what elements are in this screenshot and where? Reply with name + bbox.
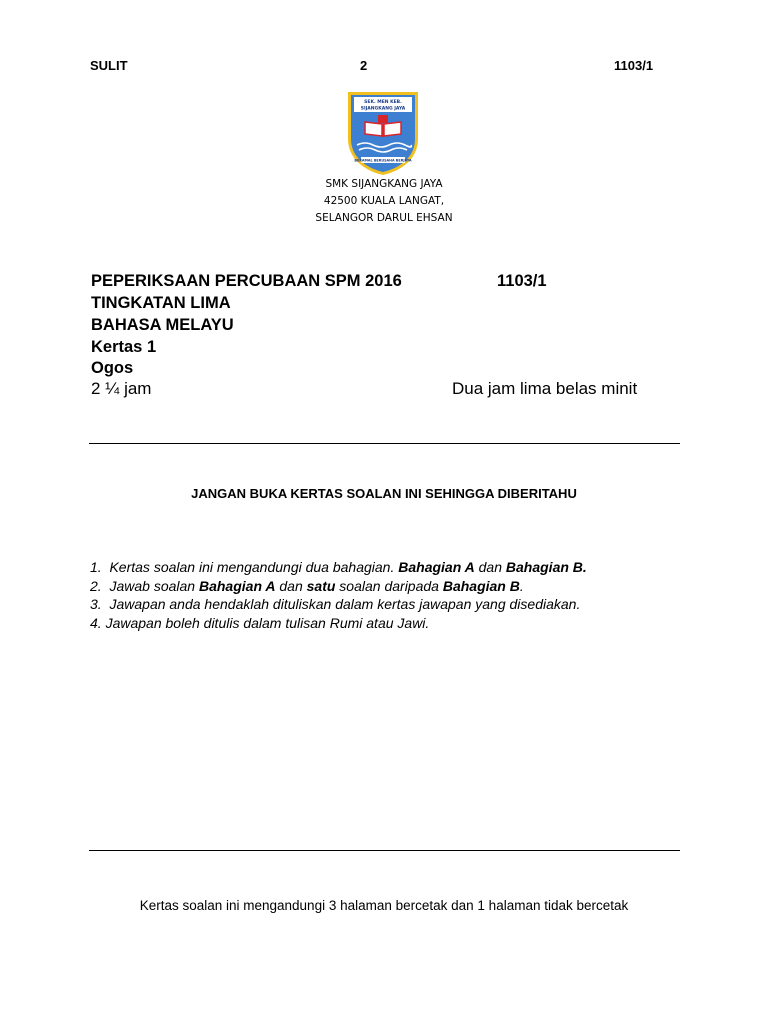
exam-duration-short: 2 ¼ jam <box>91 379 152 398</box>
instruction-item: 2. Jawab soalan Bahagian A dan satu soalan daripada Bahagian B. <box>90 577 524 594</box>
exam-level: TINGKATAN LIMA <box>91 294 231 312</box>
header-page-number: 2 <box>360 58 368 73</box>
svg-text:BERAMAL BERUSAHA BERJAYA: BERAMAL BERUSAHA BERJAYA <box>354 158 412 163</box>
school-address-line1: 42500 KUALA LANGAT, <box>323 195 445 207</box>
page-count-note: Kertas soalan ini mengandungi 3 halaman bercetak dan 1 halaman tidak bercetak <box>139 898 629 913</box>
school-address-line2: SELANGOR DARUL EHSAN <box>315 212 453 224</box>
divider-top <box>89 443 680 444</box>
instruction-item: 1. Kertas soalan ini mengandungi dua bahagian. Bahagian A dan Bahagian B. <box>90 559 587 575</box>
header-classification: SULIT <box>90 58 128 73</box>
school-name: SMK SIJANGKANG JAYA <box>325 178 443 190</box>
warning-notice: JANGAN BUKA KERTAS SOALAN INI SEHINGGA DIBERITAHU <box>191 486 577 501</box>
instructions-list <box>90 558 587 632</box>
instruction-item: 3. Jawapan anda hendaklah dituliskan dalam kertas jawapan yang disediakan. <box>90 596 581 612</box>
svg-text:SEK. MEN KEB.: SEK. MEN KEB. <box>364 100 402 105</box>
exam-duration-long: Dua jam lima belas minit <box>452 379 638 398</box>
exam-month: Ogos <box>91 359 134 377</box>
school-address-block <box>0 176 768 227</box>
divider-bottom <box>89 850 680 851</box>
exam-subject: BAHASA MELAYU <box>91 316 234 334</box>
instruction-item: 4. Jawapan boleh ditulis dalam tulisan Rumi atau Jawi. <box>90 614 430 631</box>
exam-title: PEPERIKSAAN PERCUBAAN SPM 2016 <box>91 272 402 290</box>
exam-code: 1103/1 <box>497 272 547 290</box>
svg-text:SIJANGKANG JAYA: SIJANGKANG JAYA <box>360 106 406 112</box>
header-paper-code: 1103/1 <box>614 58 654 73</box>
school-crest-logo <box>345 89 421 177</box>
exam-paper: Kertas 1 <box>91 338 157 356</box>
